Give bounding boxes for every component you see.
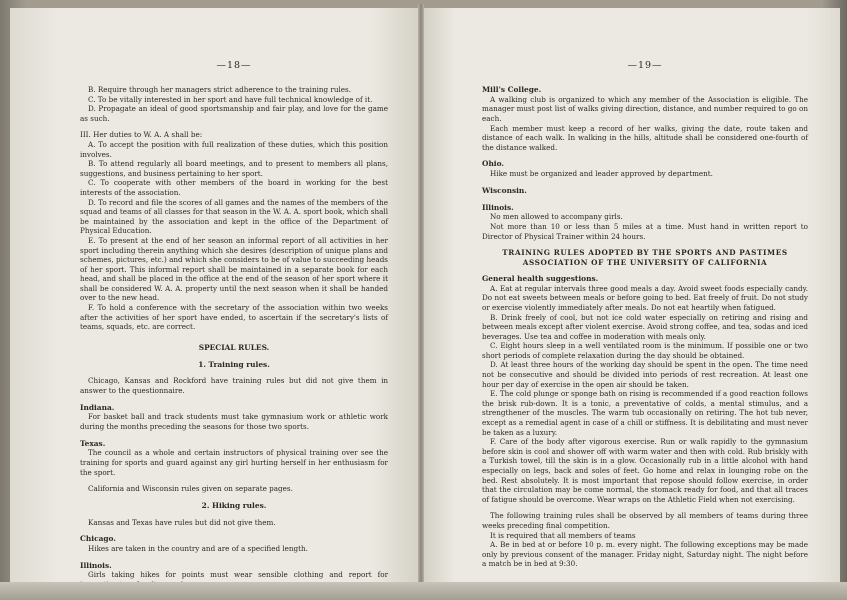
right-page xyxy=(422,8,840,592)
rule-item: B. Drink freely of cool, but not ice cold water especially on retiring and rising and between meals except after violent exercise. Avoid strong coffee, and tea, sodas and iced beverages. Use tea and coffee in moderation with meals only. xyxy=(482,312,808,341)
paragraph: Hikes are taken in the country and are of a specified length. xyxy=(88,543,308,553)
book-gutter xyxy=(418,4,424,596)
hiking-rules-title: 2. Hiking rules. xyxy=(201,500,267,510)
rule-item: F. Care of the body after vigorous exercise. Run or walk rapidly to the gymnasium before skin is cool and shower off with warm water and then with cold. Rub briskly with a Turkish towel, till the skin is in a glow. Occasionally rub in a little alcohol with hand especially on legs, back and soles of feet. Go home and relax in lounging robe on the bed. Rest absolutely. It is most important that repose should follow exercise, in order that the circulation may be come normal, the stomack ready for food, and that all traces of fatigue should be overcome. Wear wraps on the Athletic Field when not exercising. xyxy=(482,437,808,504)
section-heading: Illinois. xyxy=(482,202,514,212)
paragraph: B. Require through her managers strict adherence to the training rules. xyxy=(88,85,351,94)
paragraph: A walking club is organized to which any member of the Association is eligible. The manager must post list of walks giving direction, distance, and number required to go on each. xyxy=(482,94,808,123)
rule-item: C. Eight hours sleep in a well ventilated room is the minimum. If possible one or two short periods of complete relaxation during the day should be obtained. xyxy=(482,341,808,360)
paragraph: No men allowed to accompany girls. xyxy=(490,212,623,222)
page-edges xyxy=(0,582,847,600)
section-heading: Texas. xyxy=(80,438,106,448)
paragraph: Not more than 10 or less than 5 miles at a time. Must hand in written report to Director of Physical Trainer within 24 hours. xyxy=(482,221,808,241)
rule-item: E. The cold plunge or sponge bath on rising is recommended if a good reaction follows the brisk rub-down. It is a tonic, a preventative of colds, a mental stimulus, and a strengthener of the muscles. The warm tub occasionally on retiring. The hot tub never, except as a remedial agent in case of a chill or stiffness. It is debilitating and must never be taken as a luxury. xyxy=(482,389,808,437)
paragraph: D. Propagate an ideal of good sportsmanship and fair play, and love for the game as such. xyxy=(80,104,388,123)
paragraph: The council as a whole and certain instructors of physical training over see the training for sports and guard against any girl hurting herself in her enthusiasm for the sport. xyxy=(80,448,388,477)
duty-item: A. To accept the position with full realization of these duties, which this position involves. xyxy=(80,139,388,159)
paragraph: For basket ball and track students must take gymnasium work or athletic work during the months preceding the seasons for those two sports. xyxy=(80,412,388,432)
paragraph: C. To be vitally interested in her sport and have full technical knowledge of it. xyxy=(88,94,373,104)
training-rules-title: 1. Training rules. xyxy=(198,359,270,369)
duty-item: D. To record and file the scores of all games and the names of the members of the squad and teams of all classes for that season in the W. A. A. sport book, which shall be maintained by the association and kept in the office of the Department of Physical Education. xyxy=(80,197,388,236)
duty-item: E. To present at the end of her season an informal report of all activities in her sport including therein anything which she desires (description of unique plans and schemes, pictures, etc.) and which she considers to be of value to succeeding heads of her sport. This informal report shall be maintained in a separate book for each head, and shall be placed in the office at the end of the season of her sport where it shall be considered W. A. A. property until the next season when it shall be handed over to the new head. xyxy=(80,235,388,303)
section-heading: Chicago. xyxy=(80,534,116,544)
paragraph: California and Wisconsin rules given on separate pages. xyxy=(88,484,293,494)
paragraph: Girls taking hikes for points must wear sensible clothing and report for xyxy=(88,570,388,580)
paragraph: Each member must keep a record of her walks, giving the date, route taken and distance of each walk. In walking in the hills, altitude shall be considered one-fourth of the distance walked. xyxy=(482,123,808,152)
rule-item: A. Be in bed at or before 10 p. m. every night. The following exceptions may be made only by previous consent of the manager. Friday night, Saturday night. The night before a match be in bed at 9:30. xyxy=(482,540,808,569)
page-number: —19— xyxy=(627,60,663,71)
left-page xyxy=(10,8,420,592)
paragraph: Chicago, Kansas and Rockford have training rules but did not give them in answer to the questionnaire. xyxy=(80,376,388,396)
paragraph: The following training rules shall be observed by all members of teams during three weeks preceding final competition. xyxy=(482,511,808,530)
paragraph: Kansas and Texas have rules but did not give them. xyxy=(88,517,276,527)
rule-item: A. Eat at regular intervals three good meals a day. Avoid sweet foods especially candy. Do not eat sweets between meals or before going to bed. Eat freely of fruit. Do not study or exercise violently immediately after meals. Do not eat heartily when fatigued. xyxy=(482,283,808,312)
section-heading: Indiana. xyxy=(80,402,115,412)
section-heading: Mill's College. xyxy=(482,85,542,94)
page-number: —18— xyxy=(216,60,252,71)
duty-item: B. To attend regularly all board meetings, and to present to members all plans, suggestions, and business pertaining to her sport. xyxy=(80,159,388,178)
section-heading: Ohio. xyxy=(482,159,504,169)
paragraph: Hike must be organized and leader approved by department. xyxy=(490,169,713,179)
training-rules-heading: ASSOCIATION OF THE UNIVERSITY OF CALIFORNIA xyxy=(522,257,768,267)
duty-item: F. To hold a conference with the secretary of the association within two weeks after the activities of her sport have ended, to ascertain if the secretary's lists of teams, squads, etc. are correct. xyxy=(80,303,388,332)
training-rules-heading: TRAINING RULES ADOPTED BY THE SPORTS AND PASTIMES xyxy=(502,248,788,258)
special-rules-title: SPECIAL RULES. xyxy=(198,342,270,352)
section-heading: Illinois. xyxy=(80,560,112,570)
paragraph: It is required that all members of teams xyxy=(490,530,636,540)
rule-item: D. At least three hours of the working day should be spent in the open. The time need not be consecutive and should be divided into periods of rest recreation. At least one hour per day of exercise in the open air should be taken. xyxy=(482,360,808,389)
section-heading: Wisconsin. xyxy=(482,185,527,195)
duty-item: C. To cooperate with other members of the board in working for the best interests of the association. xyxy=(80,178,388,197)
section-heading: General health suggestions. xyxy=(482,273,599,283)
duties-heading: III. Her duties to W. A. A shall be: xyxy=(80,130,203,140)
